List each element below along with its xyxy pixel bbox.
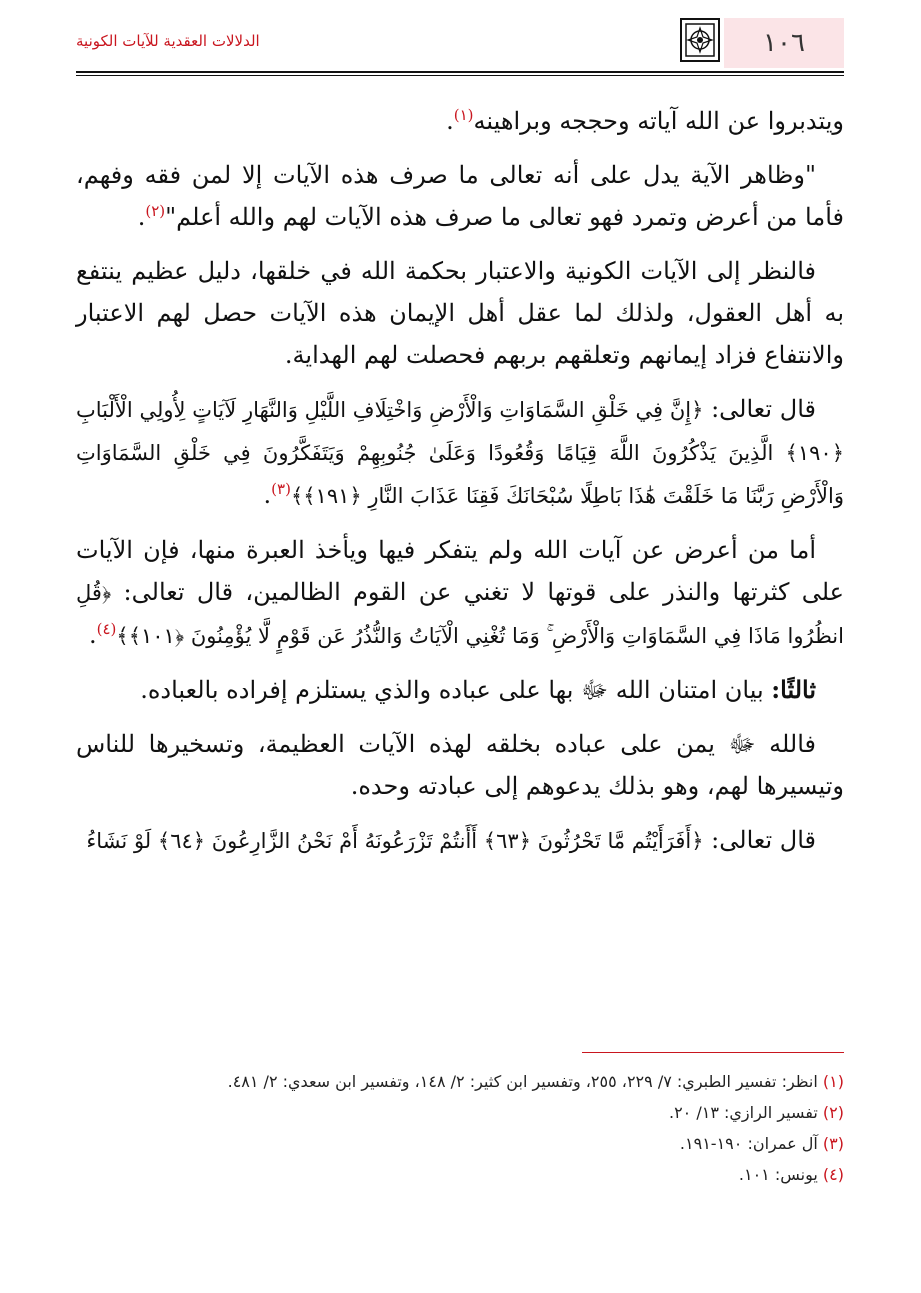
section-label: ثالثًا: [771,675,816,704]
footnote-4 [76,1159,844,1190]
footnote-1 [76,1066,844,1097]
paragraph-8 [76,819,844,862]
footnote-ref-2[interactable]: (٢) [145,202,166,220]
p6-text: بيان امتنان الله ﷻ بها على عباده والذي يستلزم إفراده بالعباده. [140,676,764,704]
footnote-2 [76,1097,844,1128]
footnote-ref-4[interactable]: (٤) [96,620,117,638]
p5-text: أما من أعرض عن آيات الله ولم يتفكر فيها ويأخذ العبرة منها، فإن الآيات على كثرتها والنذر على قوتها لا تغني عن القوم الظالمين، قال تعالى: [76,536,844,606]
paragraph-7: فالله ﷻ يمن على عباده بخلقه لهذه الآيات العظيمة، وتسخيرها للناس وتيسيرها لهم، وهو بذلك يدعوهم إلى عبادته وحده. [76,730,844,800]
footnote-number: (١) [822,1072,844,1091]
p4-intro: قال تعالى: [711,395,816,423]
footnote-text: انظر: تفسير الطبري: ٧/ ٢٢٩، ٢٥٥، وتفسير ابن كثير: ٢/ ١٤٨، وتفسير ابن سعدي: ٢/ ٤٨١. [227,1072,818,1091]
quran-verse-1: ﴿إِنَّ فِي خَلْقِ السَّمَاوَاتِ وَالْأَرْضِ وَاخْتِلَافِ اللَّيْلِ وَالنَّهَارِ لَآيَاتٍ لِأُولِي الْأَلْبَابِ ﴿١٩٠﴾ الَّذِينَ يَذْكُرُونَ اللَّهَ قِيَامًا وَقُعُودًا وَعَلَىٰ جُنُوبِهِمْ وَيَتَفَكَّرُونَ فِي خَلْقِ السَّمَاوَاتِ وَالْأَرْضِ رَبَّنَا مَا خَلَقْتَ هَٰذَا بَاطِلًا سُبْحَانَكَ فَقِنَا عَذَابَ النَّارِ ﴿١٩١﴾﴾ [76,398,844,508]
paragraph-5: أما من أعرض عن آيات الله ولم يتفكر فيها ويأخذ العبرة منها، فإن الآيات على كثرتها والنذر على قوتها لا تغني عن القوم الظالمين، قال تعالى: ﴿قُلِ انظُرُوا مَاذَا فِي السَّمَاوَاتِ وَالْأَرْضِ ۚ وَمَا تُغْنِي الْآيَاتُ وَالنُّذُرُ عَن قَوْمٍ لَّا يُؤْمِنُونَ ﴿١٠١﴾﴾$^{(٤)}$. [76,536,844,649]
ornament-icon [680,18,720,62]
header-rule [76,71,844,73]
quran-verse-3: ﴿أَفَرَأَيْتُم مَّا تَحْرُثُونَ ﴿٦٣﴾ أَأَنتُمْ تَزْرَعُونَهُ أَمْ نَحْنُ الزَّارِعُونَ ﴿٦٤﴾ لَوْ نَشَاءُ [86,829,704,853]
footnotes [76,1066,844,1190]
paragraph-4: قال تعالى: ﴿إِنَّ فِي خَلْقِ السَّمَاوَاتِ وَالْأَرْضِ وَاخْتِلَافِ اللَّيْلِ وَالنَّهَارِ لَآيَاتٍ لِأُولِي الْأَلْبَابِ ﴿١٩٠﴾ الَّذِينَ يَذْكُرُونَ اللَّهَ قِيَامًا وَقُعُودًا وَعَلَىٰ جُنُوبِهِمْ وَيَتَفَكَّرُونَ فِي خَلْقِ السَّمَاوَاتِ وَالْأَرْضِ رَبَّنَا مَا خَلَقْتَ هَٰذَا بَاطِلًا سُبْحَانَكَ فَقِنَا عَذَابَ النَّارِ ﴿١٩١﴾﴾$^{(٣)}$. [76,395,844,509]
main-text [76,100,844,874]
footnote-3 [76,1128,844,1159]
footnote-ref-3[interactable]: (٣) [271,480,291,498]
footnote-ref-1[interactable]: (١) [453,106,474,124]
p1-text: ويتدبروا عن الله آياته وحججه وبراهينه [473,107,844,135]
p8-intro: قال تعالى: [711,826,816,854]
page-number: ١٠٦ [724,18,844,68]
paragraph-3: فالنظر إلى الآيات الكونية والاعتبار بحكمة الله في خلقها، دليل عظيم ينتفع به أهل العقول، ولذلك لما عقل أهل الإيمان هذه الآيات حصل لهم الاعتبار والانتفاع فزاد إيمانهم وتعلقهم بربهم فحصلت لهم الهداية. [76,257,844,369]
running-title: الدلالات العقدية للآيات الكونية [76,32,260,50]
footnote-separator [582,1052,844,1053]
footnote-text: آل عمران: ١٩٠-١٩١. [679,1134,818,1153]
footnote-number: (٣) [822,1134,844,1153]
footnote-number: (٤) [822,1165,844,1184]
footnote-text: يونس: ١٠١. [738,1165,818,1184]
page-header [76,18,844,70]
header-rule-secondary [76,75,844,76]
paragraph-6 [76,669,844,711]
footnote-number: (٢) [822,1103,844,1122]
footnote-text: تفسير الرازي: ١٣/ ٢٠. [668,1103,818,1122]
paragraph-2: "وظاهر الآية يدل على أنه تعالى ما صرف هذه الآيات إلا لمن فقه وفهم، فأما من أعرض وتمرد فهو تعالى ما صرف هذه الآيات لهم والله أعلم"$^{(٢)}$. [76,161,844,231]
quran-verse-2: ﴿قُلِ انظُرُوا مَاذَا فِي السَّمَاوَاتِ وَالْأَرْضِ ۚ وَمَا تُغْنِي الْآيَاتُ وَالنُّذُرُ عَن قَوْمٍ لَّا يُؤْمِنُونَ ﴿١٠١﴾﴾ [76,581,844,648]
p2-text: "وظاهر الآية يدل على أنه تعالى ما صرف هذه الآيات إلا لمن فقه وفهم، فأما من أعرض وتمرد فهو تعالى ما صرف هذه الآيات لهم والله أعلم" [76,161,844,231]
paragraph-1: ويتدبروا عن الله آياته وحججه وبراهينه$^{(١)}$. [446,106,844,135]
